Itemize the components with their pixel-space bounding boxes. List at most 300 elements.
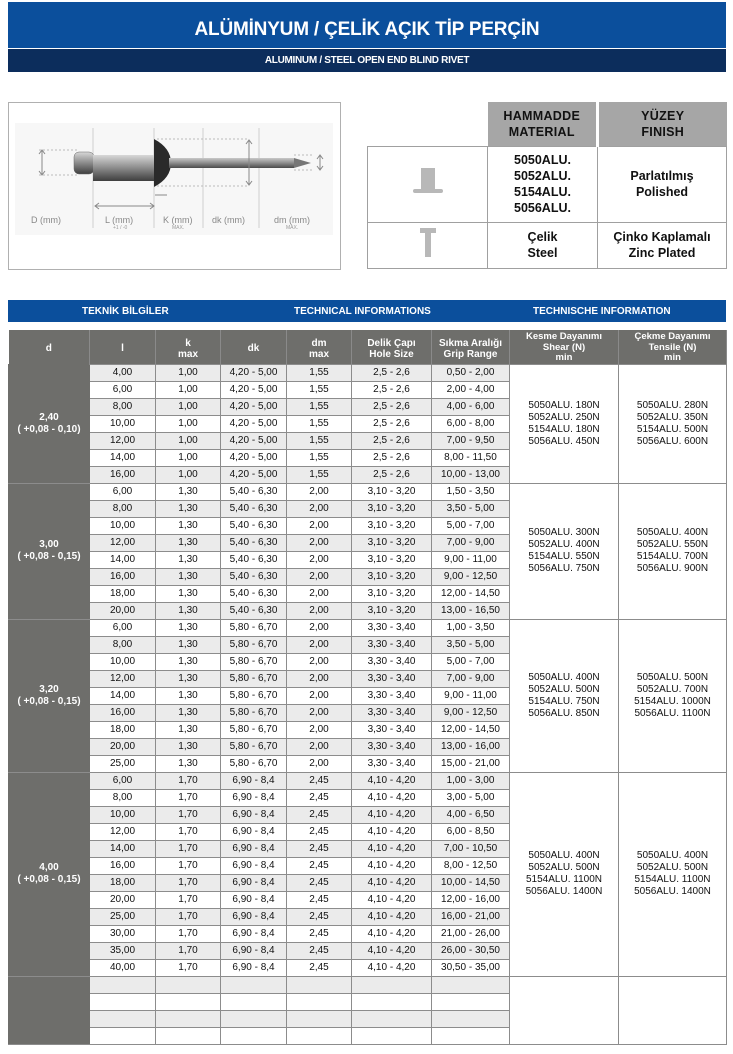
- shear-strength-line: 5154ALU. 550N: [528, 551, 600, 562]
- grip-range-cell: 9,00 - 12,50: [432, 568, 510, 585]
- k-max-cell: 1,30: [156, 721, 221, 738]
- col-header-shear: Kesme Dayanımı Shear (N) min: [510, 330, 619, 364]
- length-cell: 14,00: [90, 840, 156, 857]
- table-row: [9, 364, 727, 381]
- tensile-strength-cell: [619, 772, 727, 976]
- dm-max-cell: [287, 1010, 352, 1027]
- length-cell: 16,00: [90, 704, 156, 721]
- dm-max-cell: 1,55: [287, 364, 352, 381]
- hole-size-cell: 3,30 - 3,40: [352, 704, 432, 721]
- hole-size-cell: 4,10 - 4,20: [352, 891, 432, 908]
- material-table-corner: [368, 102, 488, 146]
- k-max-cell: 1,70: [156, 772, 221, 789]
- length-cell: 8,00: [90, 398, 156, 415]
- dk-cell: 6,90 - 8,4: [221, 772, 287, 789]
- material-header: HAMMADDE MATERIAL: [488, 102, 598, 146]
- grip-range-cell: 1,50 - 3,50: [432, 483, 510, 500]
- col-header-l: l: [90, 330, 156, 364]
- rivet-aluminum-profile-icon: [408, 162, 448, 202]
- grip-range-cell: 4,00 - 6,50: [432, 806, 510, 823]
- diameter-cell: [9, 772, 90, 976]
- grip-range-cell: 4,00 - 6,00: [432, 398, 510, 415]
- k-max-cell: 1,70: [156, 942, 221, 959]
- length-cell: 10,00: [90, 653, 156, 670]
- dk-cell: 4,20 - 5,00: [221, 398, 287, 415]
- length-cell: [90, 993, 156, 1010]
- dm-max-cell: 2,00: [287, 500, 352, 517]
- hole-size-cell: 4,10 - 4,20: [352, 840, 432, 857]
- dk-cell: 5,40 - 6,30: [221, 500, 287, 517]
- k-max-cell: 1,00: [156, 432, 221, 449]
- hole-size-cell: 3,30 - 3,40: [352, 619, 432, 636]
- dk-cell: 6,90 - 8,4: [221, 823, 287, 840]
- k-max-cell: 1,30: [156, 568, 221, 585]
- tensile-strength-line: 5050ALU. 400N: [636, 527, 709, 538]
- dm-max-cell: 2,00: [287, 755, 352, 772]
- col-header-dm: dm max: [287, 330, 352, 364]
- dk-cell: 6,90 - 8,4: [221, 925, 287, 942]
- hole-size-cell: 2,5 - 2,6: [352, 381, 432, 398]
- length-cell: [90, 1010, 156, 1027]
- tensile-strength-line: 5050ALU. 400N: [636, 850, 709, 861]
- grip-range-cell: 10,00 - 14,50: [432, 874, 510, 891]
- dm-max-cell: 1,55: [287, 466, 352, 483]
- dk-cell: 5,80 - 6,70: [221, 738, 287, 755]
- grip-range-cell: 9,00 - 12,50: [432, 704, 510, 721]
- shear-strength-line: 5050ALU. 180N: [528, 399, 600, 411]
- length-cell: [90, 1027, 156, 1044]
- dim-label-dk: dk (mm): [212, 215, 245, 225]
- dim-label-dm-max: MAX.: [286, 225, 299, 231]
- length-cell: 6,00: [90, 483, 156, 500]
- k-max-cell: 1,00: [156, 415, 221, 432]
- diameter-tolerance: ( +0,08 - 0,10): [17, 423, 81, 435]
- hole-size-cell: 2,5 - 2,6: [352, 364, 432, 381]
- grip-range-cell: 3,00 - 5,00: [432, 789, 510, 806]
- dm-max-cell: 2,00: [287, 551, 352, 568]
- page-title: ALÜMİNYUM / ÇELİK AÇIK TİP PERÇİN: [8, 2, 726, 48]
- table-row: [9, 772, 727, 789]
- hole-size-cell: 3,10 - 3,20: [352, 585, 432, 602]
- diameter-tolerance: ( +0,08 - 0,15): [17, 874, 81, 885]
- k-max-cell: 1,70: [156, 891, 221, 908]
- shear-strength-line: 5154ALU. 750N: [528, 695, 600, 707]
- col-header-hole-size: Delik Çapı Hole Size: [352, 330, 432, 364]
- length-cell: 30,00: [90, 925, 156, 942]
- steel-finish: Çinko Kaplamalı Zinc Plated: [598, 222, 727, 268]
- hole-size-cell: 4,10 - 4,20: [352, 806, 432, 823]
- k-max-cell: 1,70: [156, 925, 221, 942]
- length-cell: 10,00: [90, 415, 156, 432]
- k-max-cell: 1,00: [156, 449, 221, 466]
- length-cell: 6,00: [90, 619, 156, 636]
- tensile-strength-line: 5052ALU. 700N: [636, 683, 709, 695]
- hole-size-cell: 3,30 - 3,40: [352, 653, 432, 670]
- dm-max-cell: 2,00: [287, 738, 352, 755]
- tensile-strength-cell: [619, 364, 727, 483]
- tensile-strength-line: 5154ALU. 1100N: [634, 874, 711, 885]
- k-max-cell: 1,30: [156, 483, 221, 500]
- k-max-cell: [156, 1027, 221, 1044]
- grip-range-cell: 3,50 - 5,00: [432, 500, 510, 517]
- diameter-cell: [9, 483, 90, 619]
- tensile-strength-cell: [619, 483, 727, 619]
- dk-cell: 4,20 - 5,00: [221, 466, 287, 483]
- dk-cell: [221, 976, 287, 993]
- shear-strength-line: 5052ALU. 400N: [528, 539, 600, 550]
- dk-cell: 6,90 - 8,4: [221, 806, 287, 823]
- grip-range-cell: [432, 1027, 510, 1044]
- diameter-cell: [9, 619, 90, 772]
- hole-size-cell: 2,5 - 2,6: [352, 449, 432, 466]
- k-max-cell: 1,70: [156, 959, 221, 976]
- dk-cell: 5,80 - 6,70: [221, 755, 287, 772]
- dm-max-cell: 2,45: [287, 789, 352, 806]
- length-cell: 4,00: [90, 364, 156, 381]
- k-max-cell: 1,30: [156, 500, 221, 517]
- dm-max-cell: 2,45: [287, 857, 352, 874]
- dm-max-cell: 1,55: [287, 449, 352, 466]
- dk-cell: 4,20 - 5,00: [221, 381, 287, 398]
- tensile-strength-line: 5052ALU. 550N: [636, 539, 709, 550]
- dm-max-cell: 2,45: [287, 806, 352, 823]
- k-max-cell: 1,30: [156, 670, 221, 687]
- dk-cell: [221, 993, 287, 1010]
- dk-cell: 4,20 - 5,00: [221, 415, 287, 432]
- grip-range-cell: 6,00 - 8,50: [432, 823, 510, 840]
- dk-cell: [221, 1010, 287, 1027]
- rivet-dimension-diagram: [8, 102, 341, 270]
- grip-range-cell: 10,00 - 13,00: [432, 466, 510, 483]
- dk-cell: 6,90 - 8,4: [221, 857, 287, 874]
- length-cell: 8,00: [90, 636, 156, 653]
- length-cell: 18,00: [90, 874, 156, 891]
- diameter-cell: [9, 976, 90, 1044]
- grip-range-cell: 7,00 - 9,00: [432, 534, 510, 551]
- length-cell: 14,00: [90, 551, 156, 568]
- technical-info-banner: [8, 300, 726, 322]
- steel-icon-cell: [368, 222, 488, 268]
- grip-range-cell: 6,00 - 8,00: [432, 415, 510, 432]
- tensile-strength-line: 5154ALU. 1000N: [634, 695, 711, 707]
- shear-strength-line: 5050ALU. 300N: [528, 527, 600, 538]
- dk-cell: 5,40 - 6,30: [221, 483, 287, 500]
- shear-strength-cell: [510, 364, 619, 483]
- hole-size-cell: 2,5 - 2,6: [352, 415, 432, 432]
- grip-range-cell: 16,00 - 21,00: [432, 908, 510, 925]
- shear-strength-line: 5056ALU. 850N: [528, 707, 600, 719]
- k-max-cell: 1,30: [156, 738, 221, 755]
- hole-size-cell: [352, 1027, 432, 1044]
- grip-range-cell: [432, 1010, 510, 1027]
- grip-range-cell: 5,00 - 7,00: [432, 517, 510, 534]
- k-max-cell: [156, 993, 221, 1010]
- technical-table-body: [9, 364, 727, 1044]
- dm-max-cell: 2,00: [287, 619, 352, 636]
- diameter-value: 3,20: [39, 683, 59, 695]
- dm-max-cell: 2,45: [287, 823, 352, 840]
- tensile-strength-cell: [619, 619, 727, 772]
- info-label-en: TECHNICAL INFORMATIONS: [294, 305, 431, 317]
- dm-max-cell: 1,55: [287, 398, 352, 415]
- shear-strength-line: 5052ALU. 500N: [528, 862, 600, 873]
- dm-max-cell: 2,45: [287, 925, 352, 942]
- dk-cell: 5,80 - 6,70: [221, 687, 287, 704]
- dim-label-k-max: MAX.: [172, 225, 185, 231]
- dm-max-cell: 2,45: [287, 959, 352, 976]
- k-max-cell: 1,70: [156, 789, 221, 806]
- length-cell: 25,00: [90, 908, 156, 925]
- grip-range-cell: 26,00 - 30,50: [432, 942, 510, 959]
- dk-cell: 4,20 - 5,00: [221, 432, 287, 449]
- shear-strength-line: 5050ALU. 400N: [528, 850, 600, 861]
- dk-cell: 5,40 - 6,30: [221, 551, 287, 568]
- k-max-cell: 1,30: [156, 517, 221, 534]
- dm-max-cell: 2,00: [287, 653, 352, 670]
- hole-size-cell: 3,30 - 3,40: [352, 687, 432, 704]
- dk-cell: 6,90 - 8,4: [221, 959, 287, 976]
- length-cell: 18,00: [90, 585, 156, 602]
- hole-size-cell: 4,10 - 4,20: [352, 959, 432, 976]
- dk-cell: 5,80 - 6,70: [221, 619, 287, 636]
- length-cell: 10,00: [90, 806, 156, 823]
- table-row: [9, 483, 727, 500]
- hole-size-cell: 3,10 - 3,20: [352, 551, 432, 568]
- dk-cell: 6,90 - 8,4: [221, 874, 287, 891]
- dk-cell: 5,40 - 6,30: [221, 585, 287, 602]
- k-max-cell: 1,30: [156, 755, 221, 772]
- shear-strength-line: 5154ALU. 1100N: [526, 874, 602, 885]
- dm-max-cell: 2,00: [287, 568, 352, 585]
- shear-strength-cell: [510, 772, 619, 976]
- hole-size-cell: 3,10 - 3,20: [352, 500, 432, 517]
- col-header-tensile: Çekme Dayanımı Tensile (N) min: [619, 330, 727, 364]
- grip-range-cell: 13,00 - 16,50: [432, 602, 510, 619]
- k-max-cell: 1,00: [156, 398, 221, 415]
- grip-range-cell: 12,00 - 14,50: [432, 585, 510, 602]
- material-finish-table: [367, 102, 727, 269]
- hole-size-cell: 3,10 - 3,20: [352, 483, 432, 500]
- hole-size-cell: 3,30 - 3,40: [352, 738, 432, 755]
- dim-label-k: K (mm): [163, 215, 193, 225]
- grip-range-cell: 8,00 - 11,50: [432, 449, 510, 466]
- technical-spec-table: [8, 330, 727, 1045]
- k-max-cell: 1,70: [156, 857, 221, 874]
- aluminum-finish: Parlatılmış Polished: [598, 146, 727, 222]
- shear-strength-line: 5052ALU. 500N: [528, 683, 600, 695]
- dm-max-cell: 2,45: [287, 891, 352, 908]
- grip-range-cell: 9,00 - 11,00: [432, 551, 510, 568]
- dm-max-cell: 2,00: [287, 704, 352, 721]
- k-max-cell: 1,30: [156, 636, 221, 653]
- length-cell: 12,00: [90, 534, 156, 551]
- shear-strength-cell: [510, 976, 619, 1044]
- dm-max-cell: 1,55: [287, 432, 352, 449]
- hole-size-cell: 3,30 - 3,40: [352, 755, 432, 772]
- length-cell: [90, 976, 156, 993]
- hole-size-cell: 4,10 - 4,20: [352, 925, 432, 942]
- col-header-d: d: [9, 330, 90, 364]
- length-cell: 6,00: [90, 381, 156, 398]
- dm-max-cell: 2,45: [287, 772, 352, 789]
- k-max-cell: 1,30: [156, 602, 221, 619]
- finish-header: YÜZEY FINISH: [598, 102, 727, 146]
- dim-label-dm: dm (mm): [274, 215, 310, 225]
- diameter-value: 3,00: [39, 539, 59, 550]
- length-cell: 20,00: [90, 891, 156, 908]
- length-cell: 10,00: [90, 517, 156, 534]
- k-max-cell: [156, 1010, 221, 1027]
- diameter-cell: [9, 364, 90, 483]
- dm-max-cell: 2,00: [287, 687, 352, 704]
- dm-max-cell: 2,00: [287, 585, 352, 602]
- dk-cell: 6,90 - 8,4: [221, 942, 287, 959]
- hole-size-cell: 3,30 - 3,40: [352, 721, 432, 738]
- k-max-cell: 1,30: [156, 687, 221, 704]
- shear-strength-line: 5056ALU. 1400N: [525, 886, 603, 897]
- shear-strength-line: 5050ALU. 400N: [528, 671, 600, 683]
- dm-max-cell: 2,45: [287, 942, 352, 959]
- hole-size-cell: 4,10 - 4,20: [352, 942, 432, 959]
- length-cell: 14,00: [90, 449, 156, 466]
- grip-range-cell: 7,00 - 10,50: [432, 840, 510, 857]
- hole-size-cell: 2,5 - 2,6: [352, 432, 432, 449]
- page-subtitle: ALUMINUM / STEEL OPEN END BLIND RIVET: [8, 49, 726, 72]
- tensile-strength-line: 5154ALU. 700N: [636, 551, 709, 562]
- k-max-cell: 1,70: [156, 823, 221, 840]
- hole-size-cell: 3,30 - 3,40: [352, 670, 432, 687]
- k-max-cell: 1,30: [156, 534, 221, 551]
- dk-cell: 5,80 - 6,70: [221, 653, 287, 670]
- shear-strength-cell: [510, 619, 619, 772]
- length-cell: 40,00: [90, 959, 156, 976]
- k-max-cell: 1,70: [156, 806, 221, 823]
- hole-size-cell: 4,10 - 4,20: [352, 857, 432, 874]
- length-cell: 12,00: [90, 432, 156, 449]
- aluminum-icon-cell: [368, 146, 488, 222]
- dm-max-cell: 2,00: [287, 721, 352, 738]
- dm-max-cell: 2,45: [287, 908, 352, 925]
- grip-range-cell: 1,00 - 3,00: [432, 772, 510, 789]
- dk-cell: 6,90 - 8,4: [221, 840, 287, 857]
- grip-range-cell: 9,00 - 11,00: [432, 687, 510, 704]
- k-max-cell: 1,70: [156, 908, 221, 925]
- length-cell: 12,00: [90, 670, 156, 687]
- dim-label-l: L (mm): [105, 215, 134, 225]
- diameter-tolerance: ( +0,08 - 0,15): [17, 551, 81, 562]
- k-max-cell: 1,30: [156, 619, 221, 636]
- dk-cell: 4,20 - 5,00: [221, 449, 287, 466]
- dk-cell: 6,90 - 8,4: [221, 789, 287, 806]
- k-max-cell: 1,30: [156, 704, 221, 721]
- dk-cell: 4,20 - 5,00: [221, 364, 287, 381]
- grip-range-cell: 8,00 - 12,50: [432, 857, 510, 874]
- k-max-cell: 1,00: [156, 364, 221, 381]
- shear-strength-line: 5056ALU. 750N: [528, 563, 600, 574]
- shear-strength-line: 5154ALU. 180N: [528, 423, 600, 435]
- hole-size-cell: [352, 993, 432, 1010]
- dm-max-cell: 2,45: [287, 874, 352, 891]
- table-row: [9, 976, 727, 993]
- diameter-tolerance: ( +0,08 - 0,15): [17, 695, 81, 707]
- hole-size-cell: 4,10 - 4,20: [352, 789, 432, 806]
- dim-label-d: D (mm): [31, 215, 61, 225]
- length-cell: 8,00: [90, 500, 156, 517]
- k-max-cell: 1,70: [156, 840, 221, 857]
- tensile-strength-line: 5056ALU. 1100N: [634, 707, 711, 719]
- dm-max-cell: [287, 976, 352, 993]
- diameter-value: 2,40: [39, 411, 59, 423]
- hole-size-cell: 4,10 - 4,20: [352, 908, 432, 925]
- dk-cell: [221, 1027, 287, 1044]
- dm-max-cell: [287, 1027, 352, 1044]
- k-max-cell: 1,00: [156, 381, 221, 398]
- info-label-de: TECHNISCHE INFORMATION: [533, 305, 671, 317]
- length-cell: 35,00: [90, 942, 156, 959]
- length-cell: 20,00: [90, 738, 156, 755]
- length-cell: 8,00: [90, 789, 156, 806]
- dk-cell: 5,40 - 6,30: [221, 517, 287, 534]
- grip-range-cell: 13,00 - 16,00: [432, 738, 510, 755]
- tensile-strength-line: 5154ALU. 500N: [636, 423, 709, 435]
- dm-max-cell: 2,00: [287, 534, 352, 551]
- dk-cell: 5,40 - 6,30: [221, 602, 287, 619]
- col-header-grip-range: Sıkma Aralığı Grip Range: [432, 330, 510, 364]
- shear-strength-line: 5056ALU. 450N: [528, 435, 600, 447]
- shear-strength-line: 5052ALU. 250N: [528, 411, 600, 423]
- k-max-cell: [156, 976, 221, 993]
- length-cell: 12,00: [90, 823, 156, 840]
- hole-size-cell: 3,10 - 3,20: [352, 602, 432, 619]
- dk-cell: 5,80 - 6,70: [221, 704, 287, 721]
- dk-cell: 5,80 - 6,70: [221, 670, 287, 687]
- dim-label-l-tol: +1 / -0: [113, 225, 128, 231]
- grip-range-cell: 5,00 - 7,00: [432, 653, 510, 670]
- k-max-cell: 1,30: [156, 551, 221, 568]
- hole-size-cell: 4,10 - 4,20: [352, 823, 432, 840]
- dm-max-cell: 2,00: [287, 483, 352, 500]
- tensile-strength-line: 5052ALU. 500N: [636, 862, 709, 873]
- k-max-cell: 1,30: [156, 653, 221, 670]
- hole-size-cell: 3,10 - 3,20: [352, 568, 432, 585]
- table-row: [9, 619, 727, 636]
- k-max-cell: 1,00: [156, 466, 221, 483]
- dm-max-cell: 2,45: [287, 840, 352, 857]
- k-max-cell: 1,70: [156, 874, 221, 891]
- dk-cell: 6,90 - 8,4: [221, 908, 287, 925]
- rivet-diagram-icon: [9, 103, 340, 269]
- hole-size-cell: 4,10 - 4,20: [352, 772, 432, 789]
- dk-cell: 6,90 - 8,4: [221, 891, 287, 908]
- length-cell: 16,00: [90, 568, 156, 585]
- hole-size-cell: 3,30 - 3,40: [352, 636, 432, 653]
- dm-max-cell: 2,00: [287, 602, 352, 619]
- tensile-strength-line: 5050ALU. 280N: [636, 399, 709, 411]
- hole-size-cell: 3,10 - 3,20: [352, 517, 432, 534]
- hole-size-cell: 4,10 - 4,20: [352, 874, 432, 891]
- length-cell: 16,00: [90, 857, 156, 874]
- dm-max-cell: 2,00: [287, 636, 352, 653]
- length-cell: 14,00: [90, 687, 156, 704]
- dm-max-cell: 2,00: [287, 670, 352, 687]
- grip-range-cell: 30,50 - 35,00: [432, 959, 510, 976]
- dk-cell: 5,40 - 6,30: [221, 534, 287, 551]
- dm-max-cell: [287, 993, 352, 1010]
- tensile-strength-line: 5056ALU. 900N: [636, 563, 709, 574]
- grip-range-cell: 12,00 - 14,50: [432, 721, 510, 738]
- dm-max-cell: 1,55: [287, 415, 352, 432]
- aluminum-materials: 5050ALU. 5052ALU. 5154ALU. 5056ALU.: [488, 146, 598, 222]
